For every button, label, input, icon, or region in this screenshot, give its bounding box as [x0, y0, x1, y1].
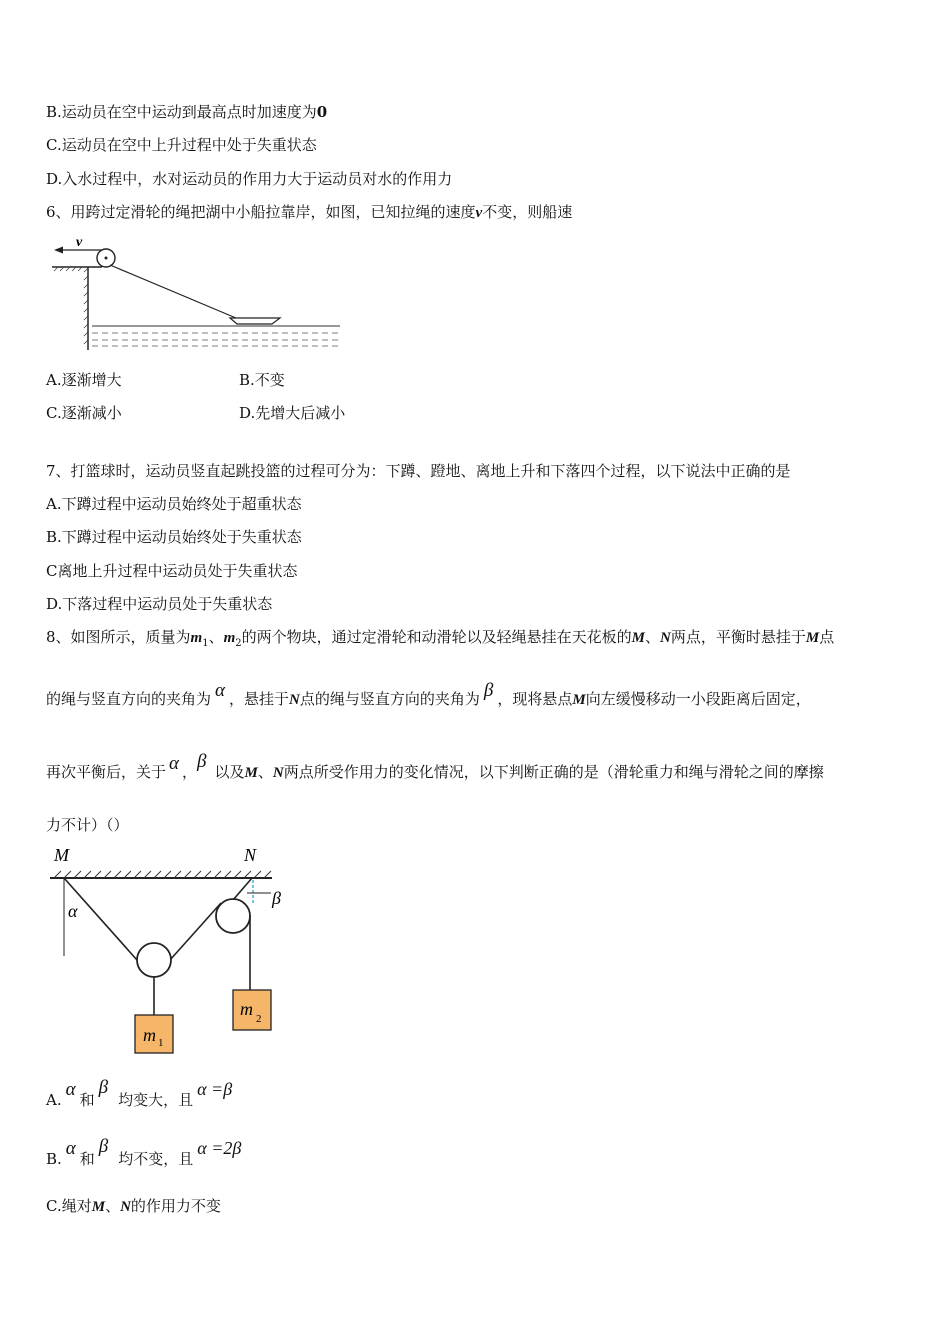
q8-text: 和: [79, 1150, 95, 1168]
q6-stem-text: 6、用跨过定滑轮的绳把湖中小船拉靠岸，如图，已知拉绳的速度: [46, 203, 476, 221]
q8-text: ，: [182, 763, 198, 781]
q8-m2: m: [223, 630, 236, 646]
q8-option-b-label: B.: [46, 1150, 62, 1168]
q8-sep: 、: [105, 1197, 121, 1215]
q8-text: 两点，平衡时悬挂于: [670, 628, 806, 646]
q6-option-b: B.不变: [239, 371, 285, 389]
q8-text: C.绳对: [46, 1197, 92, 1215]
q8-movable-pulley: [137, 943, 171, 977]
q8-text: 以及: [214, 763, 245, 781]
q8-fixed-pulley: [216, 899, 250, 933]
q5-option-b-text: B.运动员在空中运动到最高点时加速度为: [46, 103, 317, 121]
q8-alpha: α: [215, 680, 225, 701]
q7-option-a: A.下蹲过程中运动员始终处于超重状态: [46, 495, 302, 513]
q8-M: M: [244, 765, 258, 781]
q8-m1: m: [190, 630, 203, 646]
q8-beta: β: [483, 680, 494, 701]
q8-fixed-pulley-support: [233, 878, 252, 900]
q8-fig-beta-label: β: [272, 888, 281, 908]
q8-text: 的绳与竖直方向的夹角为: [46, 690, 212, 708]
q8-block-m1-sub: 1: [158, 1037, 164, 1049]
q8-text: ，现将悬点: [497, 690, 573, 708]
q8-text: 再次平衡后，关于: [46, 763, 167, 781]
q8-stem-line3: [46, 751, 824, 790]
q5-option-d: D.入水过程中，水对运动员的作用力大于运动员对水的作用力: [46, 170, 453, 188]
q8-beta: β: [98, 1077, 109, 1098]
q8-block-m1-label: m: [143, 1025, 156, 1045]
q6-stem-v: v: [475, 205, 483, 221]
q8-text: 点: [819, 628, 835, 646]
q8-N: N: [289, 692, 300, 708]
q8-option-a-equation: α =β: [197, 1079, 233, 1099]
q6-rope: [110, 265, 236, 318]
q8-N: N: [120, 1199, 131, 1215]
q6-stem: [46, 202, 572, 223]
q8-stem-line4: 力不计）（）: [46, 816, 129, 834]
q8-ceiling-hatch: [54, 871, 271, 878]
q8-sep: 、: [208, 628, 224, 646]
q8-option-b-equation: α =2β: [197, 1138, 242, 1158]
q8-M: M: [631, 630, 646, 646]
q8-text: 均变大，且: [118, 1091, 194, 1109]
q8-text: ，悬挂于: [229, 690, 290, 708]
q8-rope-middle: [170, 903, 221, 960]
q8-text: 两点所受作用力的变化情况，以下判断正确的是（滑轮重力和绳与滑轮之间的摩擦: [283, 763, 824, 781]
q6-option-c: C.逐渐减小: [46, 404, 122, 422]
q7-option-d: D.下落过程中运动员处于失重状态: [46, 595, 273, 613]
q5-option-b: [46, 102, 327, 122]
q8-m2-sub: 2: [235, 638, 242, 649]
q8-text: 点的绳与竖直方向的夹角为: [299, 690, 480, 708]
q8-N: N: [660, 630, 671, 646]
q8-text: 向左缓慢移动一小段距离后固定，: [585, 690, 811, 708]
q8-m1-sub: 1: [202, 638, 209, 649]
q8-text: 和: [79, 1091, 95, 1109]
q6-water-lines: [92, 333, 340, 346]
q8-sep: 、: [645, 628, 661, 646]
q8-fig-N-label: N: [244, 845, 257, 865]
q8-text: 均不变，且: [118, 1150, 194, 1168]
q5-option-c: C.运动员在空中上升过程中处于失重状态: [46, 136, 317, 154]
q6-fig-v-label: v: [76, 235, 83, 250]
q6-boat-figure: [40, 232, 350, 357]
q6-option-d: D.先增大后减小: [239, 404, 346, 422]
q8-sep: 、: [257, 763, 273, 781]
q8-text: 8、如图所示，质量为: [46, 628, 191, 646]
q8-stem-line1: [46, 627, 834, 654]
q8-option-b: [46, 1136, 242, 1176]
q7-stem: 7、打篮球时，运动员竖直起跳投篮的过程可分为：下蹲、蹬地、离地上升和下落四个过程，以下说法中正确的是: [46, 462, 791, 480]
q8-N: N: [272, 765, 284, 781]
q8-block-m2-sub: 2: [256, 1013, 262, 1025]
q7-option-c: C离地上升过程中运动员处于失重状态: [46, 562, 298, 580]
q6-option-a: A.逐渐增大: [46, 371, 122, 389]
q5-option-b-value: 0: [316, 103, 328, 121]
q8-M: M: [805, 630, 820, 646]
q8-M: M: [91, 1199, 106, 1215]
q8-pulley-figure: [40, 838, 300, 1063]
q7-option-b: B.下蹲过程中运动员始终处于失重状态: [46, 528, 302, 546]
q8-fig-alpha-label: α: [68, 901, 78, 921]
q6-velocity-arrow: [54, 247, 63, 254]
q8-text: 的作用力不变: [130, 1197, 221, 1215]
q8-option-c: [46, 1196, 221, 1217]
q8-alpha: α: [65, 1079, 76, 1100]
q6-pulley-axle: [105, 257, 108, 260]
q8-alpha: α: [65, 1138, 76, 1159]
q8-stem-line2: [46, 682, 811, 717]
q8-option-a-label: A.: [46, 1091, 62, 1109]
q6-stem-tail: 不变，则船速: [482, 203, 573, 221]
q8-beta: β: [197, 751, 207, 772]
q8-M: M: [572, 692, 586, 708]
q8-text: 的两个物块，通过定滑轮和动滑轮以及轻绳悬挂在天花板的: [241, 628, 632, 646]
q8-fig-M-label: M: [54, 845, 69, 865]
q8-alpha: α: [169, 753, 179, 774]
q8-beta: β: [98, 1136, 109, 1157]
q8-option-a: [46, 1077, 233, 1117]
q6-boat: [230, 318, 280, 324]
q8-block-m2-label: m: [240, 999, 253, 1019]
